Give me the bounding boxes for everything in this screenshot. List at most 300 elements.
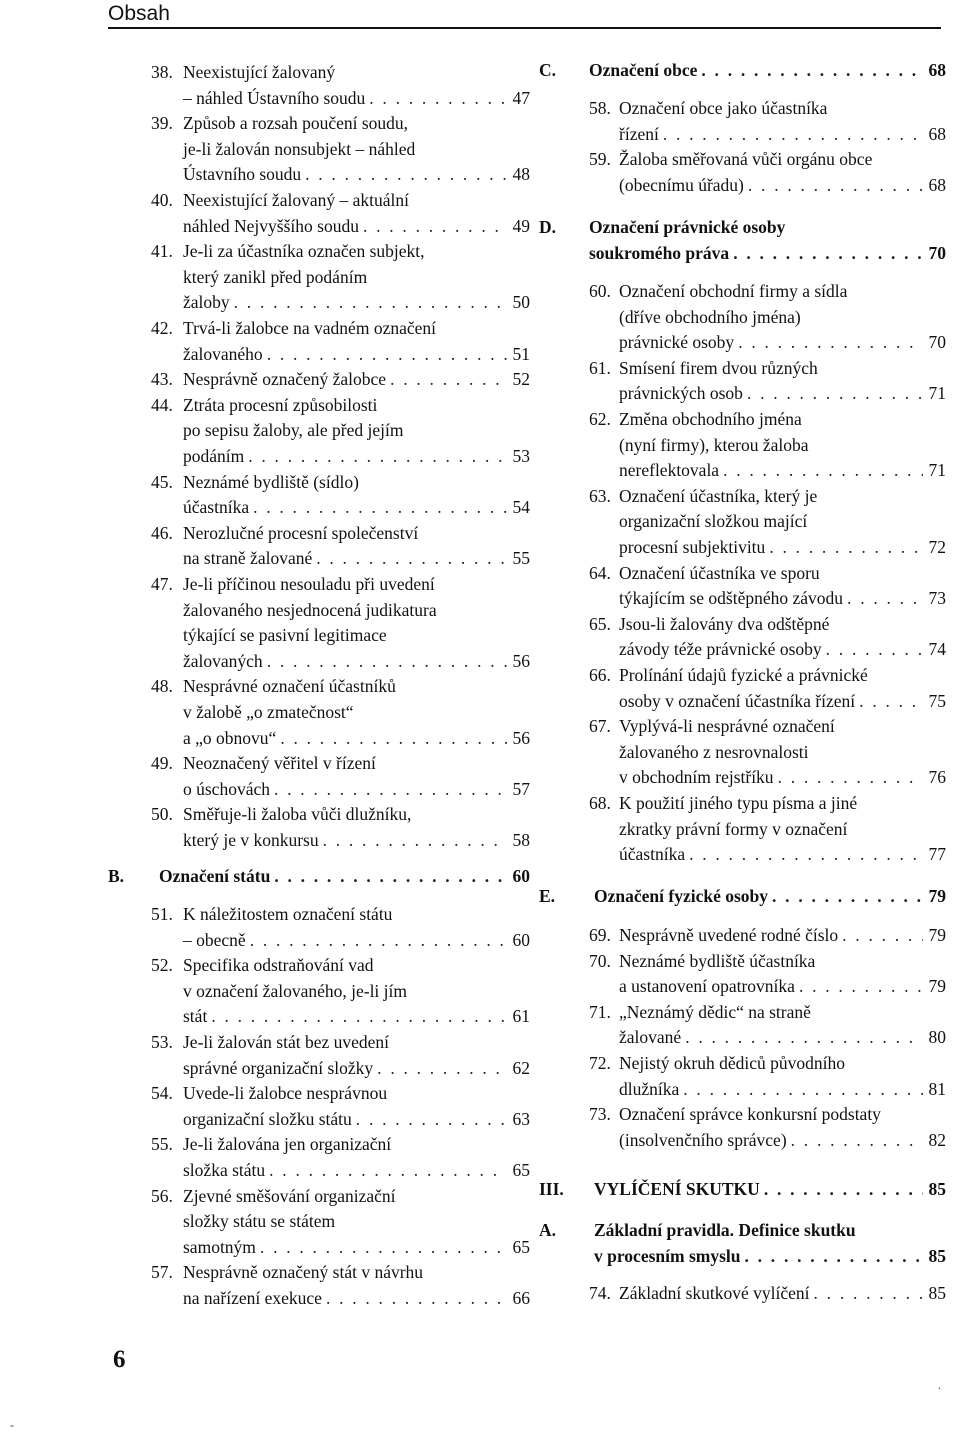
toc-entry-line-text: řízení — [619, 123, 659, 144]
leader-dots — [748, 172, 923, 198]
entry-number: 55. — [151, 1134, 173, 1155]
toc-entry-line-text: Neexistující žalovaný – aktuální — [183, 190, 409, 210]
toc-entry-line — [183, 827, 530, 853]
section-heading — [159, 863, 530, 889]
toc-entry-line — [183, 136, 530, 162]
toc-entry-line — [183, 1131, 530, 1157]
entry-number: 58. — [589, 98, 611, 118]
leader-dots — [250, 927, 507, 953]
toc-entry-line-text: Neoznačený věřitel v řízení — [183, 753, 376, 774]
toc-entry-line-text: (obecnímu úřadu) — [619, 174, 744, 195]
toc-entry-line — [619, 95, 946, 121]
scan-mark: . — [938, 1378, 941, 1392]
toc-entry-line-text: v žalobě „o zmatečnost“ — [183, 702, 354, 722]
toc-entry-line — [183, 648, 530, 674]
toc-entry-line — [619, 432, 946, 458]
toc-entry-line — [619, 611, 946, 637]
toc-entry-line — [183, 341, 530, 367]
toc-entry-line — [183, 1259, 530, 1285]
toc-entry-line — [183, 1234, 530, 1260]
toc-entry-line-text: Neexistující žalovaný — [183, 62, 336, 82]
leader-dots — [363, 213, 507, 239]
entry-number: 50. — [151, 804, 173, 825]
entry-number: 65. — [589, 613, 611, 634]
section-heading-text: v procesním smyslu — [594, 1245, 741, 1266]
section-heading-text: Označení právnické osoby — [589, 217, 786, 237]
toc-entry-line-text: závody téže právnické osoby — [619, 639, 822, 660]
page-ref: 75 — [928, 690, 946, 711]
toc-entry-line-text: který zanikl před podáním — [183, 266, 368, 287]
entry-number: 71. — [589, 1001, 611, 1022]
section-heading-text: Základní pravidla. Definice skutku — [594, 1220, 856, 1240]
toc-entry-line-text: v obchodním rejstříku — [619, 767, 774, 788]
toc-entry-line — [619, 483, 946, 509]
toc-entry-line-text: Změna obchodního jména — [619, 409, 802, 429]
toc-entry-line — [183, 750, 530, 776]
toc-entry-line-text: žaloby — [183, 292, 230, 313]
toc-entry-line-text: Uvede-li žalobce nesprávnou — [183, 1083, 388, 1104]
toc-entry-line-text: po sepisu žaloby, ale před jejím — [183, 420, 404, 441]
toc-entry-line-text: Nesprávné označení účastníků — [183, 676, 396, 697]
toc-entry-line — [619, 534, 946, 560]
page-ref: 50 — [512, 292, 530, 313]
toc-entry-line — [619, 688, 946, 714]
leader-dots — [274, 776, 507, 802]
toc-entry-line-text: Nesprávně označený žalobce — [183, 369, 387, 390]
section-heading — [589, 240, 946, 266]
entry-number: 60. — [589, 281, 611, 301]
page-number: 6 — [113, 1346, 126, 1373]
page-ref: 56 — [512, 727, 530, 748]
toc-entry-line-text: a „o obnovu“ — [183, 727, 277, 748]
toc-entry-line — [619, 790, 946, 816]
leader-dots — [280, 725, 506, 751]
toc-entry-line-text: organizační složku státu — [183, 1108, 352, 1129]
toc-entry-line-text: je-li žalován nonsubjekt – náhled — [183, 138, 416, 159]
toc-entry-line-text: samotným — [183, 1236, 256, 1257]
toc-entry-line-text: Trvá-li žalobce na vadném označení — [183, 318, 436, 338]
toc-entry-line — [619, 816, 946, 842]
leader-dots — [826, 636, 923, 662]
entry-number: 42. — [151, 318, 173, 338]
leader-dots — [723, 457, 922, 483]
toc-entry-line — [619, 329, 946, 355]
leader-dots — [701, 57, 922, 83]
page-ref: 57 — [512, 778, 530, 799]
section-heading-text: Označení fyzické osoby — [594, 886, 769, 906]
leader-dots — [859, 688, 922, 714]
toc-entry-line-text: složka státu — [183, 1160, 266, 1180]
toc-entry-line-text: podáním — [183, 446, 245, 466]
leader-dots — [814, 1280, 923, 1306]
toc-entry-line-text: zkratky právní formy v označení — [619, 818, 848, 839]
entry-number: 38. — [151, 62, 173, 82]
entry-number: 74. — [589, 1283, 611, 1303]
section-letter: C. — [539, 60, 557, 80]
leader-dots — [377, 1055, 506, 1081]
toc-entry-line — [183, 161, 530, 187]
leader-dots — [356, 1106, 507, 1132]
section-letter: A. — [539, 1220, 557, 1240]
entry-number: 67. — [589, 716, 611, 737]
toc-entry-line — [183, 187, 530, 213]
toc-entry-line-text: právnických osob — [619, 383, 743, 404]
toc-entry-line — [183, 952, 530, 978]
leader-dots — [269, 1157, 506, 1183]
toc-entry-line-text: (insolvenčního správce) — [619, 1129, 787, 1150]
page-ref: 70 — [928, 242, 946, 263]
leader-dots — [745, 1243, 923, 1269]
page-ref: 82 — [928, 1129, 946, 1150]
toc-entry-line — [183, 801, 530, 827]
page-ref: 73 — [928, 588, 946, 609]
toc-entry-line-text: Specifika odstraňování vad — [183, 955, 374, 976]
entry-number: 63. — [589, 485, 611, 506]
toc-entry-line-text: v označení žalovaného, je-li jím — [183, 980, 408, 1001]
page-ref: 48 — [512, 164, 530, 185]
toc-entry-line-text: Označení obchodní firmy a sídla — [619, 281, 848, 301]
page-ref: 49 — [512, 215, 530, 236]
toc-entry-line — [619, 713, 946, 739]
section-letter: III. — [539, 1179, 564, 1199]
toc-entry-line — [183, 110, 530, 136]
toc-entry-line — [183, 289, 530, 315]
toc-entry-line-text: Označení účastníka, který je — [619, 485, 818, 506]
toc-entry-line — [619, 406, 946, 432]
entry-number: 73. — [589, 1104, 611, 1125]
leader-dots — [248, 443, 506, 469]
section-heading-text: Označení obce — [589, 60, 698, 80]
toc-entry-line-text: týkajícím se odštěpného závodu — [619, 588, 844, 609]
page-header-title: Obsah — [108, 2, 170, 25]
toc-entry-line-text: Nejistý okruh dědiců původního — [619, 1053, 846, 1073]
toc-entry-line-text: Jsou-li žalovány dva odštěpné — [619, 613, 830, 634]
entry-number: 69. — [589, 925, 611, 945]
toc-entry-line-text: K použití jiného typu písma a jiné — [619, 793, 858, 813]
toc-entry-line — [619, 764, 946, 790]
leader-dots — [260, 1234, 507, 1260]
leader-dots — [326, 1285, 507, 1311]
toc-entry-line-text: Nesprávně uvedené rodné číslo — [619, 925, 839, 945]
leader-dots — [369, 85, 506, 111]
leader-dots — [390, 366, 506, 392]
leader-dots — [733, 240, 922, 266]
toc-entry-line — [619, 278, 946, 304]
section-letter: E. — [539, 886, 556, 906]
entry-number: 46. — [151, 522, 173, 543]
entry-number: 41. — [151, 241, 173, 262]
page-ref: 66 — [512, 1288, 530, 1308]
toc-entry-line-text: Nesprávně označený stát v návrhu — [183, 1262, 424, 1283]
toc-entry-line — [619, 1101, 946, 1127]
leader-dots — [799, 973, 923, 999]
section-heading-text: soukromého práva — [589, 242, 730, 263]
page-ref: 68 — [928, 60, 946, 80]
page-ref: 72 — [928, 537, 946, 557]
toc-entry-line — [619, 560, 946, 586]
leader-dots — [769, 534, 922, 560]
entry-number: 54. — [151, 1083, 173, 1104]
toc-entry-line-text: Je-li žalován stát bez uvedení — [183, 1032, 390, 1052]
entry-number: 48. — [151, 676, 173, 697]
toc-entry-line — [619, 121, 946, 147]
leader-dots — [305, 161, 506, 187]
toc-entry-line — [183, 673, 530, 699]
toc-entry-line — [183, 417, 530, 443]
section-heading — [594, 1176, 946, 1202]
toc-entry-line — [183, 213, 530, 239]
entry-number: 56. — [151, 1185, 173, 1206]
toc-entry-line-text: Žaloba směřovaná vůči orgánu obce — [619, 149, 873, 170]
toc-entry-line-text: účastníka — [183, 497, 250, 518]
toc-entry-line — [183, 1055, 530, 1081]
section-heading — [589, 57, 946, 83]
entry-number: 47. — [151, 574, 173, 594]
entry-number: 40. — [151, 190, 173, 210]
toc-entry-line — [619, 508, 946, 534]
section-heading — [589, 214, 946, 240]
page-ref: 68 — [928, 174, 946, 195]
toc-entry-line-text: procesní subjektivitu — [619, 537, 766, 557]
toc-entry-line — [183, 545, 530, 571]
toc-entry-line — [619, 636, 946, 662]
toc-entry-line-text: Prolínání údajů fyzické a právnické — [619, 665, 868, 685]
toc-entry-line — [619, 146, 946, 172]
toc-entry-line-text: náhled Nejvyššího soudu — [183, 215, 359, 236]
leader-dots — [267, 648, 507, 674]
page-ref: 79 — [928, 886, 946, 906]
toc-entry-line-text: žalovaného — [183, 343, 263, 364]
entry-number: 53. — [151, 1032, 173, 1052]
toc-entry-line — [619, 662, 946, 688]
toc-entry-line — [183, 520, 530, 546]
toc-entry-line-text: Označení účastníka ve sporu — [619, 562, 820, 583]
page-ref: 55 — [512, 548, 530, 569]
section-heading-text: Označení státu — [159, 866, 271, 886]
toc-entry-line — [183, 622, 530, 648]
toc-entry-line — [183, 597, 530, 623]
toc-entry-line-text: dlužníka — [619, 1078, 680, 1099]
leader-dots — [683, 1076, 922, 1102]
page-ref: 63 — [512, 1108, 530, 1129]
toc-entry-line — [183, 1003, 530, 1029]
toc-entry-line — [183, 264, 530, 290]
entry-number: 66. — [589, 665, 611, 685]
leader-dots — [253, 494, 506, 520]
page-ref: 77 — [928, 844, 946, 865]
entry-number: 57. — [151, 1262, 173, 1283]
toc-entry-line — [183, 699, 530, 725]
toc-entry-line — [183, 1080, 530, 1106]
toc-entry-line — [183, 927, 530, 953]
toc-entry-line — [619, 1024, 946, 1050]
toc-entry-line — [183, 469, 530, 495]
section-letter: D. — [539, 217, 557, 237]
toc-entry-line-text: žalovaných — [183, 650, 263, 671]
page-ref: 71 — [928, 460, 946, 481]
toc-entry-line-text: „Neznámý dědic“ na straně — [619, 1001, 811, 1022]
leader-dots — [689, 841, 922, 867]
toc-entry-line-text: Je-li příčinou nesouladu při uvedení — [183, 574, 435, 594]
toc-entry-line-text: správné organizační složky — [183, 1057, 374, 1078]
toc-entry-line — [619, 973, 946, 999]
entry-number: 52. — [151, 955, 173, 976]
toc-entry-line — [183, 1208, 530, 1234]
toc-entry-line-text: Smísení firem dvou různých — [619, 357, 818, 378]
toc-entry-line-text: – náhled Ústavního soudu — [183, 87, 366, 108]
toc-entry-line — [619, 380, 946, 406]
page-ref: 65 — [512, 1236, 530, 1257]
toc-entry-line-text: Je-li žalována jen organizační — [183, 1134, 392, 1155]
page-ref: 56 — [512, 650, 530, 671]
page-ref: 53 — [512, 446, 530, 466]
entry-number: 39. — [151, 113, 173, 134]
page-ref: 52 — [512, 369, 530, 390]
toc-entry-line-text: K náležitostem označení státu — [183, 904, 393, 924]
toc-entry-line-text: účastníka — [619, 844, 686, 865]
leader-dots — [211, 1003, 506, 1029]
toc-entry-line-text: Základní skutkové vylíčení — [619, 1283, 810, 1303]
toc-entry-line-text: Označení správce konkursní podstaty — [619, 1104, 881, 1125]
toc-entry-line-text: o úschovách — [183, 778, 270, 799]
page-ref: 51 — [512, 343, 530, 364]
toc-entry-line — [619, 739, 946, 765]
page-ref: 79 — [928, 925, 946, 945]
page-ref: 62 — [512, 1057, 530, 1078]
toc-entry-line — [183, 315, 530, 341]
toc-entry-line — [619, 1280, 946, 1306]
leader-dots — [764, 1176, 923, 1202]
toc-entry-line-text: (dříve obchodního jména) — [619, 306, 801, 327]
toc-entry-line — [619, 304, 946, 330]
toc-entry-line — [619, 948, 946, 974]
leader-dots — [842, 922, 922, 948]
page-ref: 47 — [512, 87, 530, 108]
page-ref: 81 — [928, 1078, 946, 1099]
toc-entry-line — [619, 1076, 946, 1102]
entry-number: 70. — [589, 950, 611, 971]
toc-entry-line-text: organizační složkou mající — [619, 511, 808, 532]
toc-entry-line-text: žalované — [619, 1027, 682, 1048]
toc-entry-line — [183, 725, 530, 751]
toc-entry-line-text: Způsob a rozsah poučení soudu, — [183, 113, 409, 134]
toc-entry-line — [619, 355, 946, 381]
leader-dots — [847, 585, 922, 611]
entry-number: 59. — [589, 149, 611, 170]
page-ref: 79 — [928, 976, 946, 997]
toc-entry-line-text: právnické osoby — [619, 332, 735, 353]
toc-entry-line — [619, 841, 946, 867]
scan-mark: - — [10, 1418, 14, 1432]
section-heading — [594, 1243, 946, 1269]
page-ref: 85 — [928, 1245, 946, 1266]
toc-entry-line — [183, 571, 530, 597]
toc-entry-line — [183, 978, 530, 1004]
toc-entry-line — [183, 366, 530, 392]
toc-entry-line-text: složky státu se státem — [183, 1211, 336, 1232]
leader-dots — [685, 1024, 922, 1050]
page-ref: 65 — [512, 1160, 530, 1180]
toc-entry-line-text: na straně žalované — [183, 548, 313, 569]
leader-dots — [738, 329, 922, 355]
page-ref: 70 — [928, 332, 946, 353]
page-ref: 54 — [512, 497, 530, 518]
page-ref: 85 — [928, 1283, 946, 1303]
page-ref: 74 — [928, 639, 946, 660]
toc-entry-line — [183, 1157, 530, 1183]
toc-entry-line-text: týkající se pasivní legitimace — [183, 625, 387, 646]
toc-entry-line — [183, 59, 530, 85]
page-ref: 85 — [928, 1179, 946, 1199]
toc-entry-line-text: na nařízení exekuce — [183, 1288, 322, 1308]
toc-entry-line — [183, 776, 530, 802]
entry-number: 61. — [589, 357, 611, 378]
header-rule — [108, 27, 941, 29]
page-ref: 60 — [512, 929, 530, 950]
leader-dots — [778, 764, 923, 790]
entry-number: 72. — [589, 1053, 611, 1073]
toc-entry-line — [183, 443, 530, 469]
entry-number: 43. — [151, 369, 173, 390]
toc-entry-line-text: (nyní firmy), kterou žaloba — [619, 434, 809, 455]
toc-entry-line — [619, 585, 946, 611]
toc-entry-line-text: a ustanovení opatrovníka — [619, 976, 795, 997]
toc-entry-line-text: Neznámé bydliště (sídlo) — [183, 471, 359, 492]
toc-entry-line — [619, 1127, 946, 1153]
toc-entry-line-text: Zjevné směšování organizační — [183, 1185, 396, 1206]
page-ref: 58 — [512, 830, 530, 850]
entry-number: 45. — [151, 471, 173, 492]
toc-entry-line — [619, 457, 946, 483]
toc-entry-line-text: žalovaného z nesrovnalosti — [619, 741, 809, 762]
page-ref: 60 — [512, 866, 530, 886]
page-ref: 80 — [928, 1027, 946, 1048]
leader-dots — [267, 341, 507, 367]
leader-dots — [663, 121, 923, 147]
toc-entry-line-text: Ztráta procesní způsobilosti — [183, 394, 378, 415]
toc-entry-line — [183, 494, 530, 520]
page-ref: 71 — [928, 383, 946, 404]
section-heading-text: VYLÍČENÍ SKUTKU — [594, 1179, 760, 1199]
toc-entry-line — [183, 392, 530, 418]
toc-entry-line — [183, 1183, 530, 1209]
toc-entry-line — [619, 1050, 946, 1076]
toc-entry-line-text: který je v konkursu — [183, 830, 319, 850]
toc-entry-line — [183, 1029, 530, 1055]
toc-entry-line-text: Označení obce jako účastníka — [619, 98, 828, 118]
entry-number: 68. — [589, 793, 611, 813]
leader-dots — [791, 1127, 923, 1153]
entry-number: 49. — [151, 753, 173, 774]
toc-entry-line-text: Směřuje-li žaloba vůči dlužníku, — [183, 804, 412, 825]
toc-entry-line-text: – obecně — [183, 929, 246, 950]
toc-entry-line-text: Vyplývá-li nesprávné označení — [619, 716, 835, 737]
page-ref: 61 — [512, 1006, 530, 1027]
section-heading — [594, 883, 946, 909]
leader-dots — [772, 883, 922, 909]
toc-entry-line-text: Nerozlučné procesní společenství — [183, 522, 419, 543]
leader-dots — [234, 289, 507, 315]
toc-entry-line — [183, 901, 530, 927]
leader-dots — [323, 827, 507, 853]
section-letter: B. — [108, 866, 125, 886]
entry-number: 44. — [151, 394, 173, 415]
toc-entry-line — [619, 172, 946, 198]
entry-number: 51. — [151, 904, 173, 924]
toc-entry-line — [183, 1285, 530, 1311]
toc-entry-line — [619, 922, 946, 948]
toc-entry-line — [183, 85, 530, 111]
